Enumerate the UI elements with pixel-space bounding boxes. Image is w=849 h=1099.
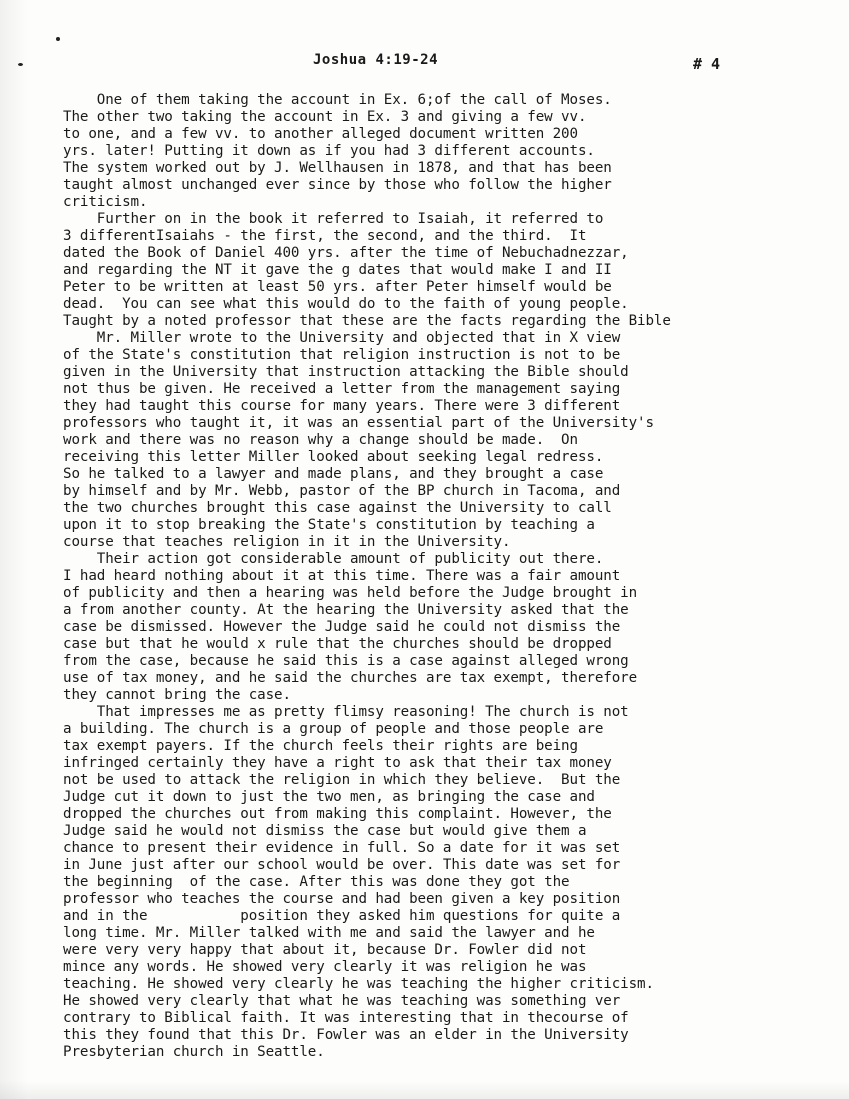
text-line: they cannot bring the case. <box>63 687 291 703</box>
text-line: contrary to Biblical faith. It was interesting that in thecourse of <box>63 1010 629 1026</box>
page-number: # 4 <box>693 55 721 73</box>
text-line: That impresses me as pretty flimsy reasoning! The church is not <box>63 704 629 720</box>
text-line: Judge cut it down to just the two men, as bringing the case and <box>63 789 595 805</box>
text-line: tax exempt payers. If the church feels their rights are being <box>63 738 578 754</box>
text-line: So he talked to a lawyer and made plans, and they brought a case <box>63 466 604 482</box>
text-line: case be dismissed. However the Judge said he could not dismiss the <box>63 619 621 635</box>
text-line: of publicity and then a hearing was held before the Judge brought in <box>63 585 638 601</box>
text-line: a building. The church is a group of people and those people are <box>63 721 604 737</box>
text-line: 3 differentIsaiahs - the first, the second, and the third. It <box>63 228 587 244</box>
text-line: of the State's constitution that religion instruction is not to be <box>63 347 621 363</box>
text-line: Presbyterian church in Seattle. <box>63 1044 325 1060</box>
typed-body-text <box>63 92 843 1061</box>
text-line: a from another county. At the hearing the University asked that the <box>63 602 629 618</box>
text-line: Further on in the book it referred to Isaiah, it referred to <box>63 211 604 227</box>
text-line: professor who teaches the course and had been given a key position <box>63 891 621 907</box>
text-line: dead. You can see what this would do to the faith of young people. <box>63 296 629 312</box>
text-line: infringed certainly they have a right to ask that their tax money <box>63 755 612 771</box>
text-line: not be used to attack the religion in which they believe. But the <box>63 772 621 788</box>
text-line: professors who taught it, it was an essential part of the University's <box>63 415 654 431</box>
text-line: in June just after our school would be over. This date was set for <box>63 857 621 873</box>
text-line: dated the Book of Daniel 400 yrs. after the time of Nebuchadnezzar, <box>63 245 629 261</box>
text-line: they had taught this course for many years. There were 3 different <box>63 398 621 414</box>
text-line: Peter to be written at least 50 yrs. after Peter himself would be <box>63 279 612 295</box>
text-line: criticism. <box>63 194 148 210</box>
text-line: course that teaches religion in it in the University. <box>63 534 511 550</box>
text-line: this they found that this Dr. Fowler was an elder in the University <box>63 1027 629 1043</box>
text-line: given in the University that instruction attacking the Bible should <box>63 364 629 380</box>
text-line: the beginning of the case. After this was done they got the <box>63 874 570 890</box>
scan-speck <box>18 63 23 66</box>
text-line: He showed very clearly that what he was teaching was something ver <box>63 993 621 1009</box>
scan-edge-shadow <box>0 0 28 1099</box>
text-line: work and there was no reason why a change should be made. On <box>63 432 578 448</box>
text-line: case but that he would x rule that the churches should be dropped <box>63 636 612 652</box>
text-line: Taught by a noted professor that these are the facts regarding the Bible <box>63 313 671 329</box>
text-line: dropped the churches out from making this complaint. However, the <box>63 806 612 822</box>
text-line: to one, and a few vv. to another alleged document written 200 <box>63 126 578 142</box>
text-line: The other two taking the account in Ex. 3 and giving a few vv. <box>63 109 587 125</box>
text-line: Judge said he would not dismiss the case but would give them a <box>63 823 587 839</box>
text-line: and regarding the NT it gave the g dates that would make I and II <box>63 262 612 278</box>
text-line: upon it to stop breaking the State's constitution by teaching a <box>63 517 595 533</box>
text-line: from the case, because he said this is a case against alleged wrong <box>63 653 629 669</box>
text-line: mince any words. He showed very clearly it was religion he was <box>63 959 587 975</box>
text-line: use of tax money, and he said the churches are tax exempt, therefore <box>63 670 638 686</box>
text-line: teaching. He showed very clearly he was teaching the higher criticism. <box>63 976 654 992</box>
text-line: and in the position they asked him questions for quite a <box>63 908 621 924</box>
text-line: The system worked out by J. Wellhausen in 1878, and that has been <box>63 160 612 176</box>
scan-bottom-shadow <box>0 1081 849 1099</box>
text-line: by himself and by Mr. Webb, pastor of the BP church in Tacoma, and <box>63 483 621 499</box>
text-line: were very very happy that about it, because Dr. Fowler did not <box>63 942 587 958</box>
text-line: the two churches brought this case against the University to call <box>63 500 612 516</box>
text-line: receiving this letter Miller looked about seeking legal redress. <box>63 449 604 465</box>
text-line: long time. Mr. Miller talked with me and said the lawyer and he <box>63 925 595 941</box>
text-line: Mr. Miller wrote to the University and objected that in X view <box>63 330 621 346</box>
text-line: Their action got considerable amount of publicity out there. <box>63 551 604 567</box>
text-line: One of them taking the account in Ex. 6;of the call of Moses. <box>63 92 612 108</box>
text-line: not thus be given. He received a letter from the management saying <box>63 381 621 397</box>
passage-reference: Joshua 4:19-24 <box>313 52 439 68</box>
text-line: taught almost unchanged ever since by those who follow the higher <box>63 177 612 193</box>
text-line: yrs. later! Putting it down as if you had 3 different accounts. <box>63 143 595 159</box>
text-line: chance to present their evidence in full. So a date for it was set <box>63 840 621 856</box>
text-line: I had heard nothing about it at this time. There was a fair amount <box>63 568 621 584</box>
scan-speck <box>56 37 60 41</box>
